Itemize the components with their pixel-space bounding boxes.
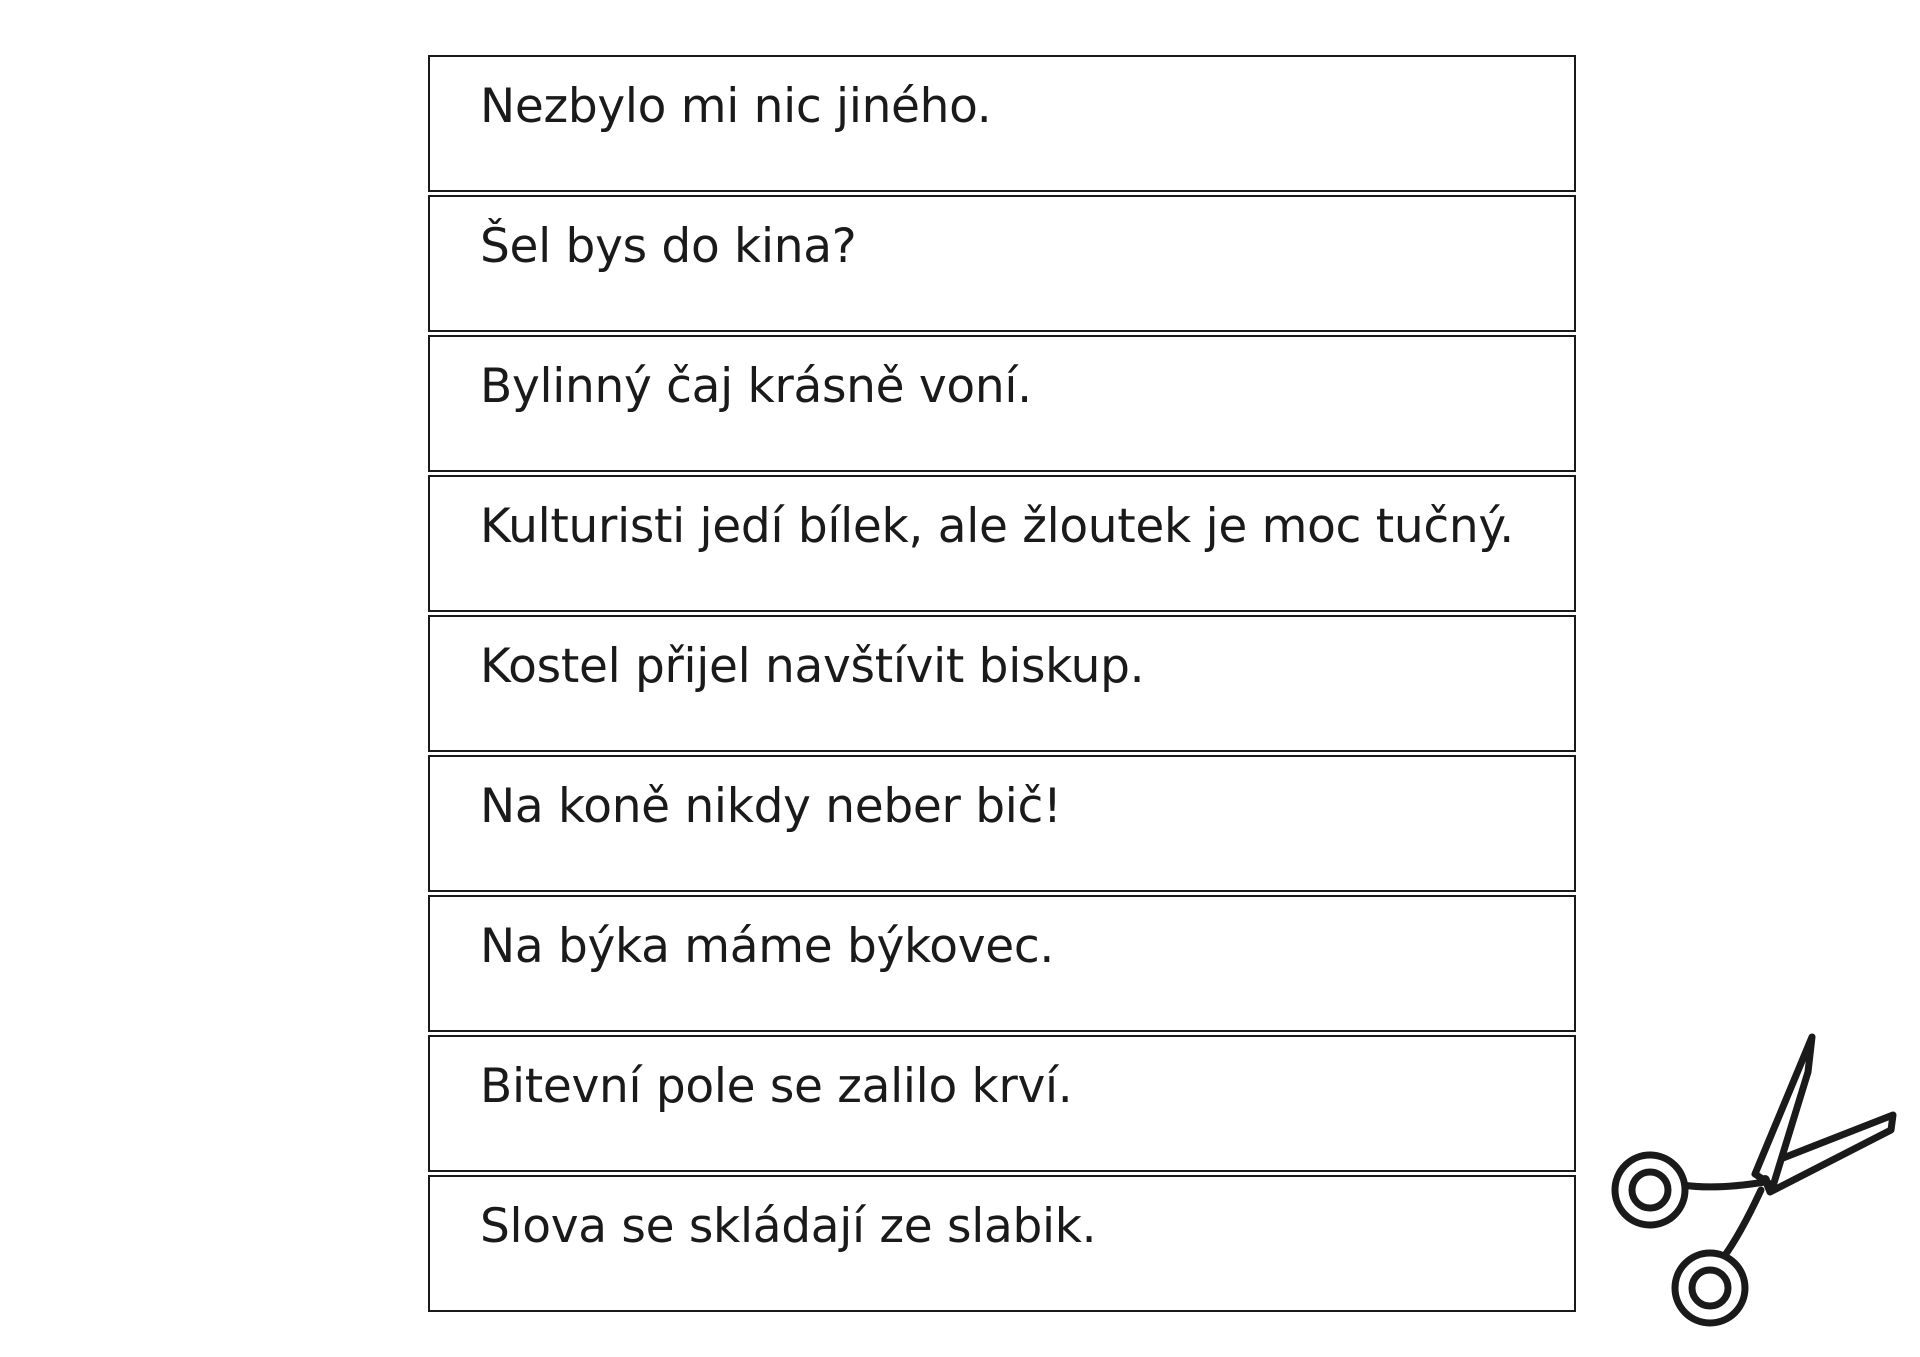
sentence-strip xyxy=(428,195,1576,332)
sentence-strip xyxy=(428,615,1576,752)
sentence-text: Nezbylo mi nic jiného. xyxy=(480,79,992,134)
sentence-strip-list xyxy=(428,55,1576,1315)
sentence-strip xyxy=(428,895,1576,1032)
sentence-strip xyxy=(428,55,1576,192)
scissors-icon xyxy=(1605,1030,1905,1330)
scissors-pivot xyxy=(1760,1175,1770,1185)
sentence-strip xyxy=(428,755,1576,892)
sentence-text: Na koně nikdy neber bič! xyxy=(480,779,1062,834)
sentence-strip xyxy=(428,1175,1576,1312)
sentence-strip xyxy=(428,475,1576,612)
sentence-strip xyxy=(428,335,1576,472)
sentence-text: Šel bys do kina? xyxy=(480,219,857,274)
sentence-text: Bitevní pole se zalilo krví. xyxy=(480,1059,1073,1114)
sentence-text: Kulturisti jedí bílek, ale žloutek je moc tučný. xyxy=(480,499,1514,554)
sentence-strip xyxy=(428,1035,1576,1172)
sentence-text: Bylinný čaj krásně voní. xyxy=(480,359,1032,414)
sentence-text: Na býka máme býkovec. xyxy=(480,919,1055,974)
sentence-text: Slova se skládají ze slabik. xyxy=(480,1199,1097,1254)
sentence-text: Kostel přijel navštívit biskup. xyxy=(480,639,1145,694)
